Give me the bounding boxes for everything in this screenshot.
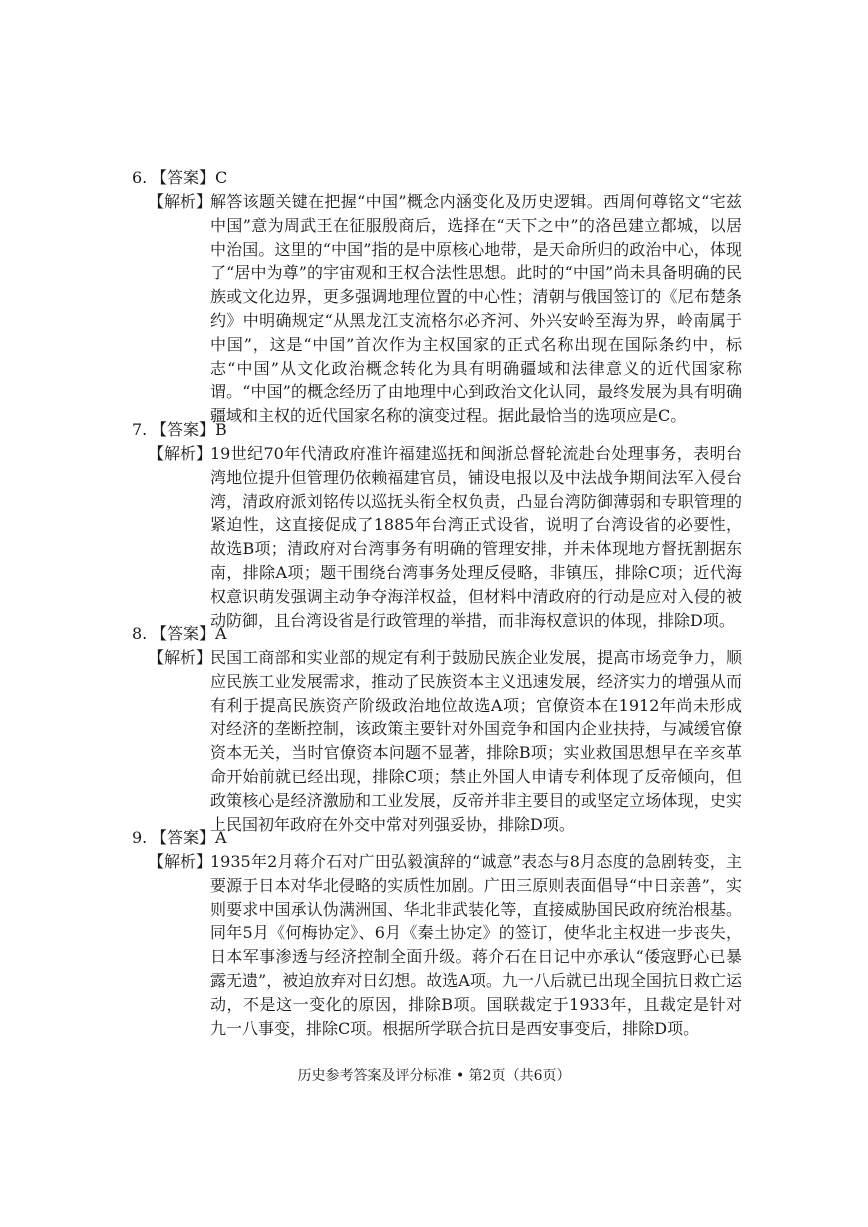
answer-line — [132, 622, 744, 646]
explanation-label: 【解析】 — [148, 444, 213, 463]
answer-label: 【答案】 — [151, 624, 216, 643]
explanation-text: 1935年2月蒋介石对广田弘毅演辞的“诚意”表态与8月态度的急剧转变，主要源于日本对华北侵略的实质性加剧。广田三原则表面倡导“中日亲善”，实则要求中国承认伪满洲国、华北非武装化等，直接威胁国民政府统治根基。同年5月《何梅协定》、6月《秦土协定》的签订，使华北主权进一步丧失，日本军事渗透与经济控制全面升级。蒋介石在日记中亦承认“倭寇野心已暴露无遗”，被迫放弃对日幻想。故选A项。九一八后就已出现全国抗日救亡运动，不是这一变化的原因，排除B项。国联裁定于1933年，且裁定是针对九一八事变，排除C项。根据所学联合抗日是西安事变后，排除D项。 — [210, 852, 742, 1038]
explanation-block — [148, 850, 744, 1040]
explanation-label: 【解析】 — [148, 852, 213, 871]
answer-line — [132, 826, 744, 850]
explanation-block — [148, 190, 744, 428]
page-footer: 历史参考答案及评分标准 • 第2页（共6页） — [297, 1068, 571, 1084]
answer-value: C — [215, 168, 228, 187]
explanation-text: 民国工商部和实业部的规定有利于鼓励民族企业发展，提高市场竞争力，顺应民族工业发展需求，推动了民族资本主义迅速发展，经济实力的增强从而有利于提高民族资产阶级政治地位故选A项；官僚资本在1912年尚未形成对经济的垄断控制，该政策主要针对外国竞争和国内企业扶持，与减缓官僚资本无关，当时官僚资本问题不显著，排除B项；实业救国思想早在辛亥革命开始前就已经出现，排除C项；禁止外国人申请专利体现了反帝倾向，但政策核心是经济激励和工业发展，反帝并非主要目的或坚定立场体现，史实上民国初年政府在外交中常对列强妥协，排除D项。 — [210, 648, 742, 834]
answer-value: A — [215, 828, 227, 847]
explanation-block — [148, 442, 744, 632]
question-number: 6. — [132, 168, 148, 187]
question-8 — [132, 622, 744, 836]
question-number: 7. — [132, 420, 148, 439]
answer-line — [132, 418, 744, 442]
answer-value: B — [215, 420, 227, 439]
answer-label: 【答案】 — [151, 828, 216, 847]
answer-label: 【答案】 — [151, 420, 216, 439]
explanation-text: 解答该题关键在把握“中国”概念内涵变化及历史逻辑。西周何尊铭文“宅兹中国”意为周武王在征服殷商后，选择在“天下之中”的洛邑建立都城，以居中治国。这里的“中国”指的是中原核心地带，是天命所归的政治中心，体现了“居中为尊”的宇宙观和王权合法性思想。此时的“中国”尚未具备明确的民族或文化边界，更多强调地理位置的中心性；清朝与俄国签订的《尼布楚条约》中明确规定“从黑龙江支流格尔必齐河、外兴安岭至海为界，岭南属于中国”，这是“中国”首次作为主权国家的正式名称出现在国际条约中，标志“中国”从文化政治概念转化为具有明确疆域和法律意义的近代国家称谓。“中国”的概念经历了由地理中心到政治文化认同，最终发展为具有明确疆域和主权的近代国家名称的演变过程。据此最恰当的选项应是C。 — [210, 192, 742, 426]
explanation-text: 19世纪70年代清政府准许福建巡抚和闽浙总督轮流赴台处理事务，表明台湾地位提升但管理仍依赖福建官员，铺设电报以及中法战争期间法军入侵台湾，清政府派刘铭传以巡抚头衔全权负责，凸显台湾防御薄弱和专职管理的紧迫性，这直接促成了1885年台湾正式设省，说明了台湾设省的必要性，故选B项；清政府对台湾事务有明确的管理安排，并未体现地方督抚割据东南，排除A项；题干围绕台湾事务处理反侵略，非镇压，排除C项；近代海权意识萌发强调主动争夺海洋权益，但材料中清政府的行动是应对入侵的被动防御，且台湾设省是行政管理的举措，而非海权意识的体现，排除D项。 — [210, 444, 742, 630]
question-number: 9. — [132, 828, 148, 847]
explanation-label: 【解析】 — [148, 192, 213, 211]
explanation-label: 【解析】 — [148, 648, 213, 667]
explanation-block — [148, 646, 744, 836]
answer-value: A — [215, 624, 227, 643]
question-7 — [132, 418, 744, 632]
answer-label: 【答案】 — [151, 168, 216, 187]
answer-line — [132, 166, 744, 190]
question-6 — [132, 166, 744, 428]
question-9 — [132, 826, 744, 1040]
question-number: 8. — [132, 624, 148, 643]
